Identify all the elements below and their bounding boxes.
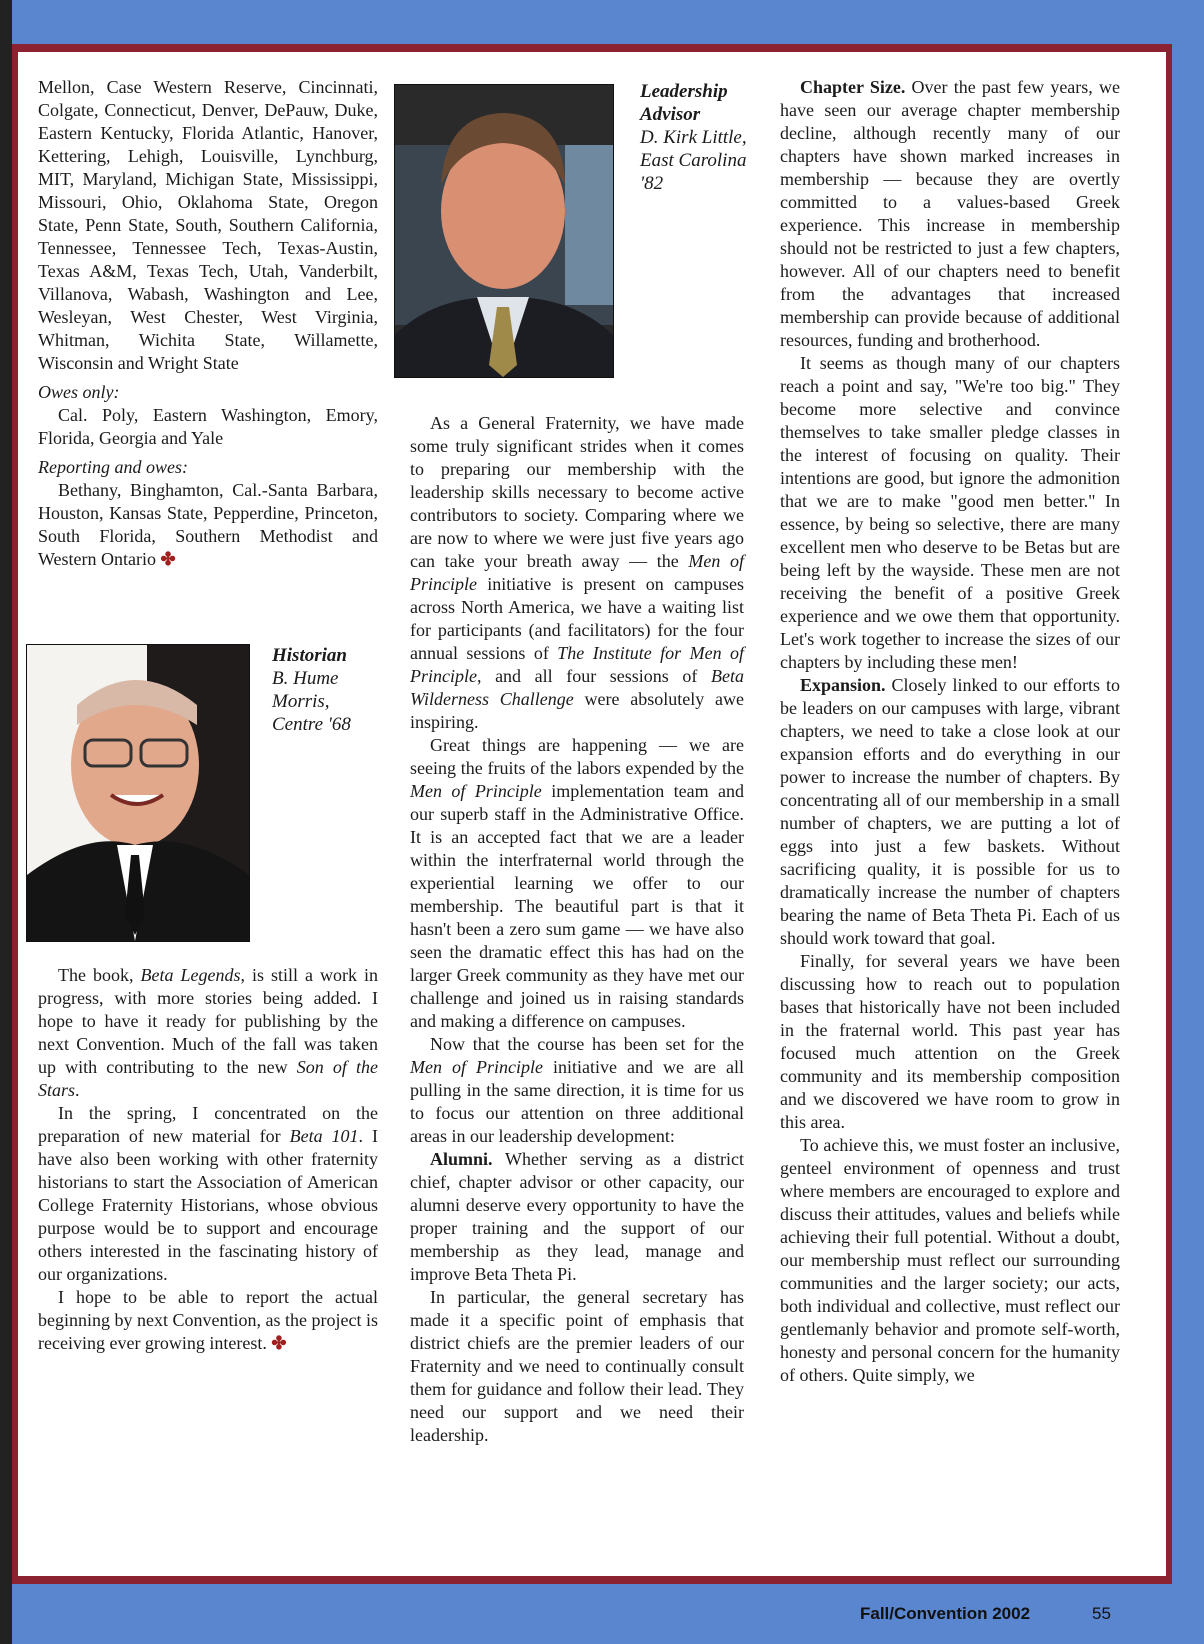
reporting-list: Bethany, Binghamton, Cal.-Santa Barbara, Houston, Kansas State, Pepperdine, Princeton, South Florida, Southern Methodist and Western Ontario ✤	[38, 480, 378, 569]
leadership-para-1: As a General Fraternity, we have made some truly significant strides when it comes to preparing our membership with the leadership skills necessary to become active contributors to society. Comparing where we are now to where we were just five years ago can take your breath away — the Men of Principle initiative is present on campuses across North America, we have a waiting list for participants (and facilitators) for the four annual sessions of The Institute for Men of Principle, and all four sessions of Beta Wilderness Challenge were absolutely awe inspiring.	[410, 413, 745, 732]
chapter-list: Mellon, Case Western Reserve, Cincinnati, Colgate, Connecticut, Denver, DePauw, Duke, Eastern Kentucky, Florida Atlantic, Hanover, Kettering, Lehigh, Louisville, Lynchburg, MIT, Maryland, Michigan State, Mississippi, Missouri, Ohio, Oklahoma State, Oregon State, Penn State, South, Southern California, Tennessee, Tennessee Tech, Texas-Austin, Texas A&M, Texas Tech, Utah, Vanderbilt, Villanova, Wabash, Washington and Lee, Wesleyan, West Chester, West Virginia, Whitman, Wichita State, Willamette, Wisconsin and Wright State	[38, 77, 378, 373]
leadership-title: Leadership Advisor	[640, 81, 728, 125]
historian-title: Historian	[272, 645, 347, 666]
column-3	[780, 76, 1120, 1387]
historian-photo	[26, 644, 250, 942]
end-mark-icon: ✤	[271, 1333, 287, 1353]
end-mark-icon: ✤	[160, 549, 176, 569]
owes-list: Cal. Poly, Eastern Washington, Emory, Florida, Georgia and Yale	[38, 405, 378, 448]
historian-caption	[272, 644, 382, 736]
col3-para-2: It seems as though many of our chapters reach a point and say, "We're too big." They become more selective and convince themselves to take smaller pledge classes in the interest of focusing on quality. Their intentions are good, but ignore the admonition that we are to make "good men better." In essence, by being so selective, there are many excellent men who deserve to be Betas but are being left by the wayside. These men are not receiving the benefit of a positive Greek experience and we owe them that opportunity. Let's work together to increase the sizes of our chapters by including these men!	[780, 353, 1120, 672]
report-para-2: In the spring, I concentrated on the preparation of new material for Beta 101. I have also been working with other fraternity historians to start the Association of American College Fraternity Historians, whose obvious purpose would be to support and encourage others interested in the fascinating history of our organizations.	[38, 1103, 378, 1284]
page-footer	[860, 1604, 1160, 1624]
magazine-page	[18, 52, 1166, 1576]
owes-label: Owes only:	[38, 382, 120, 402]
leadership-para-3: Now that the course has been set for the Men of Principle initiative and we are all pulling in the same direction, it is time for us to focus our attention on three additional areas in our leadership development:	[410, 1034, 744, 1146]
leadership-para-2: Great things are happening — we are seeing the fruits of the labors expended by the Men of Principle implementation team and our superb staff in the Administrative Office. It is an accepted fact that we are a leader within the interfraternal world through the experiential learning we offer to our membership. The beautiful part is that it hasn't been a zero sum game — we have also seen the dramatic effect this has had on the larger Greek community as they have met our challenge and joined us in raising standards and making a difference on campuses.	[410, 735, 745, 1031]
col3-para-4: Finally, for several years we have been discussing how to reach out to population bases that historically have not been included in the fraternal world. This past year has focused much attention on the Greek community and its membership composition and we discovered we have room to grow in this area.	[780, 951, 1120, 1132]
historian-school: Centre '68	[272, 714, 351, 735]
report-para-3: I hope to be able to report the actual beginning by next Convention, as the project is receiving ever growing interest. ✤	[38, 1287, 378, 1353]
chapter-size-para: Chapter Size. Over the past few years, we have seen our average chapter membership decline, although recently many of our chapters have shown marked increases in membership — because they are overtly committed to a values-based Greek experience. This increase in membership should not be restricted to just a few chapters, however. All of our chapters need to benefit from the advantages that increased membership can provide because of additional resources, funding and brotherhood.	[780, 77, 1120, 350]
column-2	[410, 412, 744, 1447]
leadership-advisor-photo	[394, 84, 614, 378]
alumni-para: Alumni. Whether serving as a district chief, chapter advisor or other capacity, our alumni deserve every opportunity to have the proper training and the support of our membership as they lead, manage and improve Beta Theta Pi.	[410, 1149, 744, 1284]
col3-para-5: To achieve this, we must foster an inclusive, genteel environment of openness and trust where members are encouraged to explore and discuss their attitudes, values and beliefs while achieving their full potential. Without a doubt, our membership must reflect our surrounding communities and the larger society; our acts, both individual and collective, must reflect our gentlemanly behavior and promote self-worth, honesty and personal concern for the humanity of others. Quite simply, we	[780, 1135, 1120, 1385]
historian-report	[38, 964, 378, 1355]
leadership-para-5: In particular, the general secretary has made it a specific point of emphasis that district chiefs are the premier leaders of our Fraternity and we need to continually consult them for guidance and follow their lead. They need our support and we need their leadership.	[410, 1287, 744, 1445]
historian-name: B. Hume Morris,	[272, 668, 339, 712]
page-number: 55	[1092, 1604, 1111, 1623]
reporting-label: Reporting and owes:	[38, 457, 188, 477]
leadership-caption	[640, 80, 750, 195]
expansion-para: Expansion. Closely linked to our efforts to be leaders on our campuses with large, vibrant chapters, we need to take a close look at our expansion efforts and do everything in our power to increase the number of chapters. By concentrating all of our membership in a small number of chapters, we are putting a lot of eggs into just a few baskets. Without sacrificing quality, it is possible for us to dramatically increase the number of chapters bearing the name of Beta Theta Pi. Each of us should work toward that goal.	[780, 675, 1120, 948]
leadership-school: East Carolina '82	[640, 150, 747, 194]
binding-edge	[0, 0, 12, 1644]
report-para-1: The book, Beta Legends, is still a work in progress, with more stories being added. I hope to have it ready for publishing by the next Convention. Much of the fall was taken up with contributing to the new Son of the Stars.	[38, 965, 379, 1100]
column-1	[38, 76, 378, 571]
leadership-name: D. Kirk Little,	[640, 127, 747, 148]
issue-label: Fall/Convention 2002	[860, 1604, 1031, 1623]
